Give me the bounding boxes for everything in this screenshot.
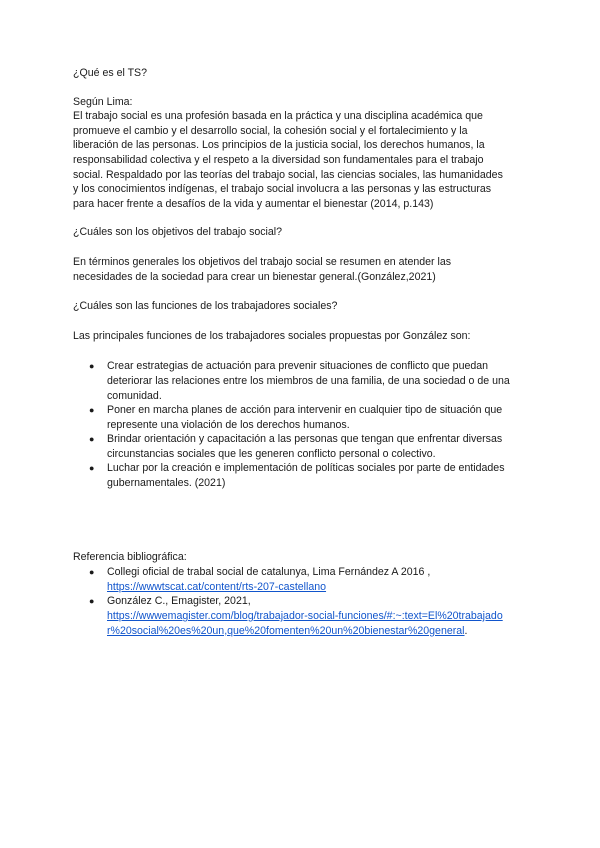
function-item-text: Brindar orientación y capacitación a las personas que tengan que enfrentar diversas circunstancias sociales que les generen conflicto personal o colectivo. — [107, 433, 503, 460]
list-item — [89, 359, 510, 403]
reference-item — [89, 565, 510, 594]
function-item-text: Luchar por la creación e implementación de políticas sociales por parte de entidades gubernamentales. (2021) — [107, 462, 505, 490]
reference-item — [89, 594, 510, 638]
bullet-icon: ● — [89, 434, 95, 445]
reference-text: González C., Emagister, 2021, — [107, 595, 251, 608]
functions-list — [73, 359, 510, 490]
lima-label: Según Lima: — [73, 95, 133, 108]
bullet-icon: ● — [89, 361, 95, 372]
function-item-text: Crear estrategias de actuación para prevenir situaciones de conflicto que puedan deteriorar las relaciones entre los miembros de una familia, de una sociedad o de una comunidad. — [107, 360, 510, 402]
list-item — [89, 461, 510, 490]
lima-quote-block — [73, 95, 510, 212]
reference-link[interactable]: https://wwwtscat.cat/content/rts-207-castellano — [107, 580, 327, 593]
function-item-text: Poner en marcha planes de acción para intervenir en cualquier tipo de situación que represente una violación de los derechos humanos. — [107, 404, 503, 431]
bullet-icon: ● — [89, 567, 95, 578]
list-item — [89, 403, 510, 432]
heading-ts: ¿Qué es el TS? — [73, 67, 147, 79]
objectives-question: ¿Cuáles son los objetivos del trabajo social? — [73, 226, 283, 239]
references-title: Referencia bibliográfica: — [73, 550, 187, 563]
reference-suffix: . — [464, 624, 468, 637]
list-item — [89, 432, 510, 461]
objectives-answer: En términos generales los objetivos del trabajo social se resumen en atender las necesidades de la sociedad para crear un bienestar general.(González,2021) — [73, 255, 452, 283]
functions-intro: Las principales funciones de los trabajadores sociales propuestas por González son: — [73, 329, 471, 342]
reference-link[interactable]: https://wwwemagister.com/blog/trabajador-social-funciones/#:~:text=El%20trabajador%20social%20es%20un,que%20fomenten%20un%20bienestar%20general — [107, 610, 503, 637]
bullet-icon: ● — [89, 463, 95, 474]
bullet-icon: ● — [89, 405, 95, 416]
bullet-icon: ● — [89, 596, 95, 607]
reference-text: Collegi oficial de trabal social de catalunya, Lima Fernández A 2016 , — [107, 566, 431, 579]
lima-quote-text: El trabajo social es una profesión basada en la práctica y una disciplina académica que promueve el cambio y el desarrollo social, la cohesión social y el fortalecimiento y la liberación de las personas. Los principios de la justicia social, los derechos humanos, la responsabilidad colectiva y el respeto a la diversidad son fundamentales para el trabajo social. Respaldado por las teorías del trabajo social, las ciencias sociales, las humanidades y los conocimientos indígenas, el trabajo social involucra a las personas y las estructuras para hacer frente a desafíos de la vida y aumentar el bienestar (2014, p.143) — [73, 110, 503, 210]
functions-question: ¿Cuáles son las funciones de los trabajadores sociales? — [73, 300, 338, 313]
references-list — [73, 565, 510, 638]
